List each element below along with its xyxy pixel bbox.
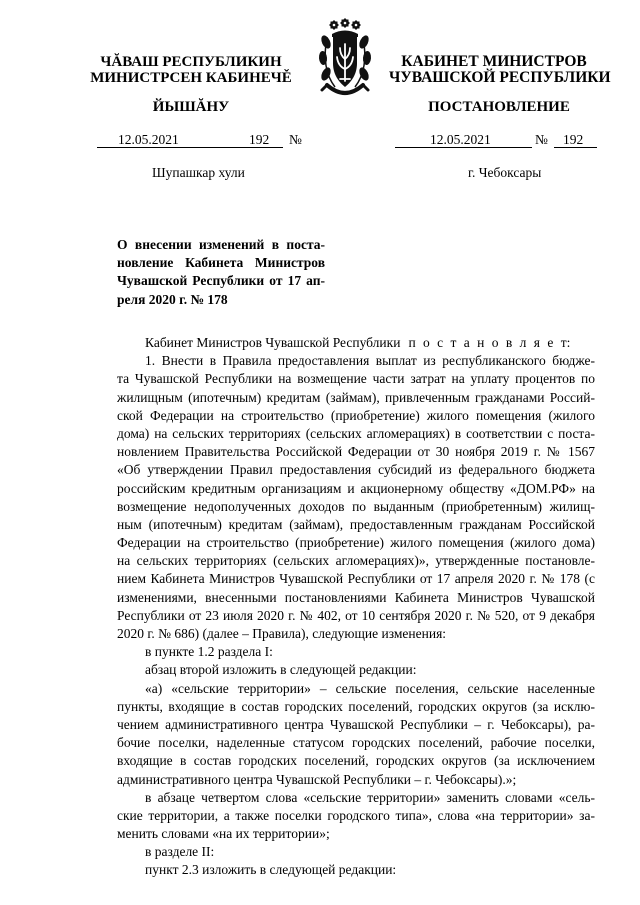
left-number-sign: №: [289, 132, 302, 147]
body-line: пункты, входящие в состав городских поселений, городских округов (за исклю-: [117, 698, 595, 714]
right-date-underline: [395, 147, 532, 148]
body-line: Республики от 23 июля 2020 г. № 402, от 10 сентября 2020 г. № 520, от 9 декабря: [117, 607, 595, 623]
body-line: ские территории, а также поселки городского типа», слова «на территории» за-: [117, 807, 595, 823]
header-left-organization: [86, 54, 296, 86]
body-line: в абзаце четвертом слова «сельские территории» заменить словами «сель-: [145, 789, 595, 805]
body-line: дома) на сельских территориях (сельских агломерациях) в соответствии с поста-: [117, 425, 595, 441]
body-line: ской Федерации на строительство (приобретение) жилого помещения (жилого: [117, 407, 595, 423]
right-number-sign: №: [535, 132, 548, 147]
emblem-star: [351, 20, 361, 30]
header-left-org-line1: ЧĂВАШ РЕСПУБЛИКИН: [100, 54, 282, 70]
title-line: О внесении изменений в поста-: [117, 237, 325, 252]
header-right-org-line2: ЧУВАШСКОЙ РЕСПУБЛИКИ: [389, 69, 611, 86]
title-line: новление Кабинета Министров: [117, 255, 325, 271]
title-line: реля 2020 г. № 178: [117, 291, 228, 307]
body-line: российским кредитным организациям и акционерному обществу «ДОМ.РФ» на: [117, 480, 595, 496]
enacting-formula-verb: п о с т а н о в л я е т:: [408, 335, 571, 350]
left-date: 12.05.2021: [118, 132, 179, 147]
body-line: 2020 г. № 686) (далее – Правила), следующие изменения:: [117, 626, 447, 641]
body-line: изменениями, внесенными постановлениями Кабинета Министров Чувашской: [117, 589, 595, 605]
header-right-doc-type: ПОСТАНОВЛЕНИЕ: [428, 99, 570, 115]
header-right-organization: [389, 53, 611, 86]
body-line: административного центра Чувашской Республики – г. Чебоксары).»;: [117, 771, 517, 787]
right-date: 12.05.2021: [430, 132, 491, 147]
body-line: на сельских территориях (сельских агломерациях)», утвержденные постановле-: [117, 553, 595, 569]
body-line: менить словами «на их территории»;: [117, 826, 330, 842]
emblem-stars: [329, 18, 361, 30]
body-line: в пункте 1.2 раздела I:: [145, 644, 273, 660]
chuvash-emblem: [313, 17, 377, 103]
body-line: бочие поселки, наделенные статусом городских поселений, рабочие поселки,: [117, 735, 595, 751]
body-line: нием Кабинета Министров Чувашской Республики от 17 апреля 2020 г. № 178 (с: [117, 571, 595, 587]
document-title: [117, 236, 325, 309]
body-line: возмещение недополученных доходов по выданным (приобретенным) жилищ-: [117, 498, 595, 514]
body-line: 1. Внести в Правила предоставления выплат из республиканского бюдже-: [145, 353, 595, 369]
body-line: ным (ипотечным) кредитам (займам), предоставленным гражданам Российской: [117, 516, 595, 532]
body-line: жилищным (ипотечным) кредитам (займам), привлеченным гражданами Россий-: [117, 389, 595, 405]
body-line: та Чувашской Республики на возмещение части затрат на уплату процентов по: [117, 371, 595, 387]
body-line: абзац второй изложить в следующей редакции:: [145, 662, 417, 678]
emblem-wreath-right: [355, 34, 372, 87]
header-left-org-line2: МИНИСТРСЕН КАБИНЕЧĚ: [90, 70, 292, 86]
header-right-org-line1: КАБИНЕТ МИНИСТРОВ: [401, 53, 587, 70]
emblem-wreath-left: [318, 34, 335, 87]
body-line: Федерации на строительство (приобретение) жилого помещения (жилого дома): [117, 535, 595, 551]
right-place: г. Чебоксары: [468, 165, 542, 180]
header-left-doc-type: ЙЫШĂНУ: [152, 99, 230, 115]
enacting-formula: [117, 334, 595, 352]
body-line: в разделе II:: [145, 844, 215, 860]
body-line: входящие в состав городских поселений, городских округов (за исключением: [117, 753, 595, 769]
body-line: «Об утверждении Правил предоставления субсидий из федерального бюджета: [117, 462, 595, 478]
right-number: 192: [563, 132, 584, 147]
emblem-star: [329, 20, 339, 30]
body-line: новлением Правительства Российской Федерации от 30 ноября 2019 г. № 1567: [117, 444, 595, 460]
left-number: 192: [249, 132, 270, 147]
left-date-underline: [97, 147, 283, 148]
left-place: Шупашкар хули: [152, 165, 245, 180]
document-body: [117, 334, 595, 880]
enacting-formula-subject: Кабинет Министров Чувашской Республики: [145, 335, 401, 350]
body-line: пункт 2.3 изложить в следующей редакции:: [145, 862, 397, 878]
right-number-underline: [554, 147, 597, 148]
body-line: «а) «сельские территории» – сельские поселения, сельские населенные: [145, 680, 595, 696]
title-line: Чувашской Республики от 17 ап-: [117, 273, 325, 289]
emblem-star: [340, 18, 350, 28]
body-line: чением административного центра Чувашской Республики – г. Чебоксары), ра-: [117, 716, 595, 732]
